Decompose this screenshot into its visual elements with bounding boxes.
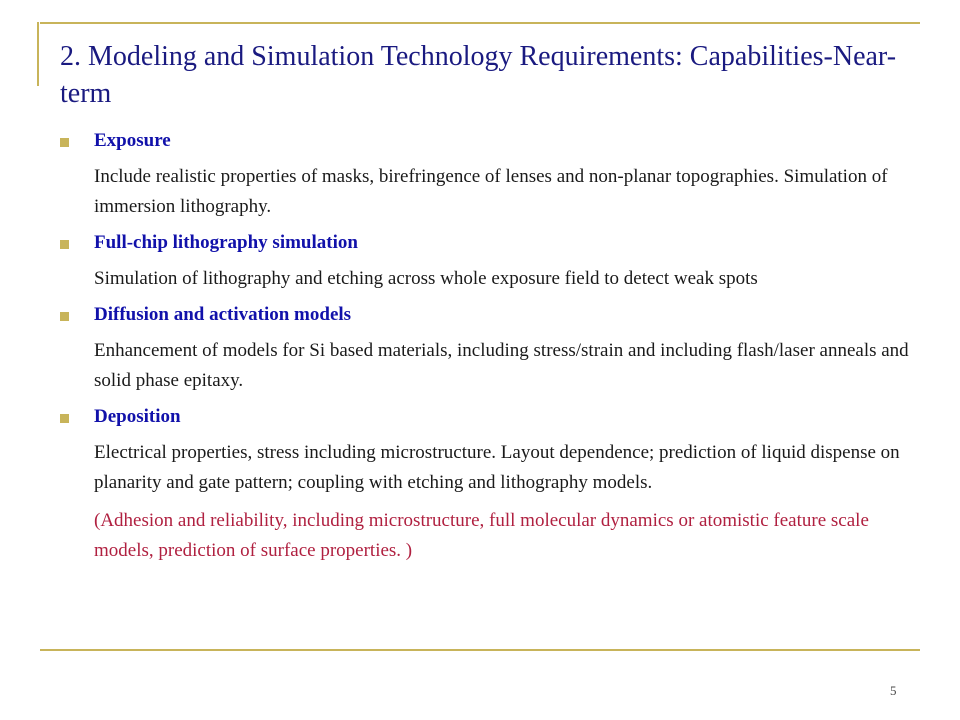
item-heading-deposition [60,404,920,430]
slide-content [60,128,920,566]
item-body-exposure: Include realistic properties of masks, birefringence of lenses and non-planar topographies. Simulation of immersion lithography. [94,166,888,217]
item-body-diffusion: Enhancement of models for Si based materials, including stress/strain and including flash/laser anneals and solid phase epitaxy. [94,340,909,391]
bottom-rule [40,649,920,651]
item-heading-label: Deposition [94,406,181,427]
item-heading-label: Full-chip lithography simulation [94,232,358,253]
slide-title: 2. Modeling and Simulation Technology Requirements: Capabilities-Near-term [60,41,897,109]
item-heading-exposure [60,128,920,154]
page-number: 5 [890,683,897,698]
item-heading-label: Diffusion and activation models [94,304,352,325]
left-rule [37,22,39,86]
square-bullet-icon [60,312,69,321]
item-heading-label: Exposure [94,130,171,151]
item-note-deposition: (Adhesion and reliability, including microstructure, full molecular dynamics or atomistic feature scale models, prediction of surface properties. ) [94,510,869,561]
item-body-deposition: Electrical properties, stress including microstructure. Layout dependence; prediction of liquid dispense on planarity and gate pattern; coupling with etching and lithography models. [94,442,900,493]
square-bullet-icon [60,414,69,423]
square-bullet-icon [60,138,69,147]
top-rule [40,22,920,24]
item-heading-full-chip [60,230,920,256]
item-body-full-chip: Simulation of lithography and etching across whole exposure field to detect weak spots [94,268,758,289]
item-heading-diffusion [60,302,920,328]
square-bullet-icon [60,240,69,249]
